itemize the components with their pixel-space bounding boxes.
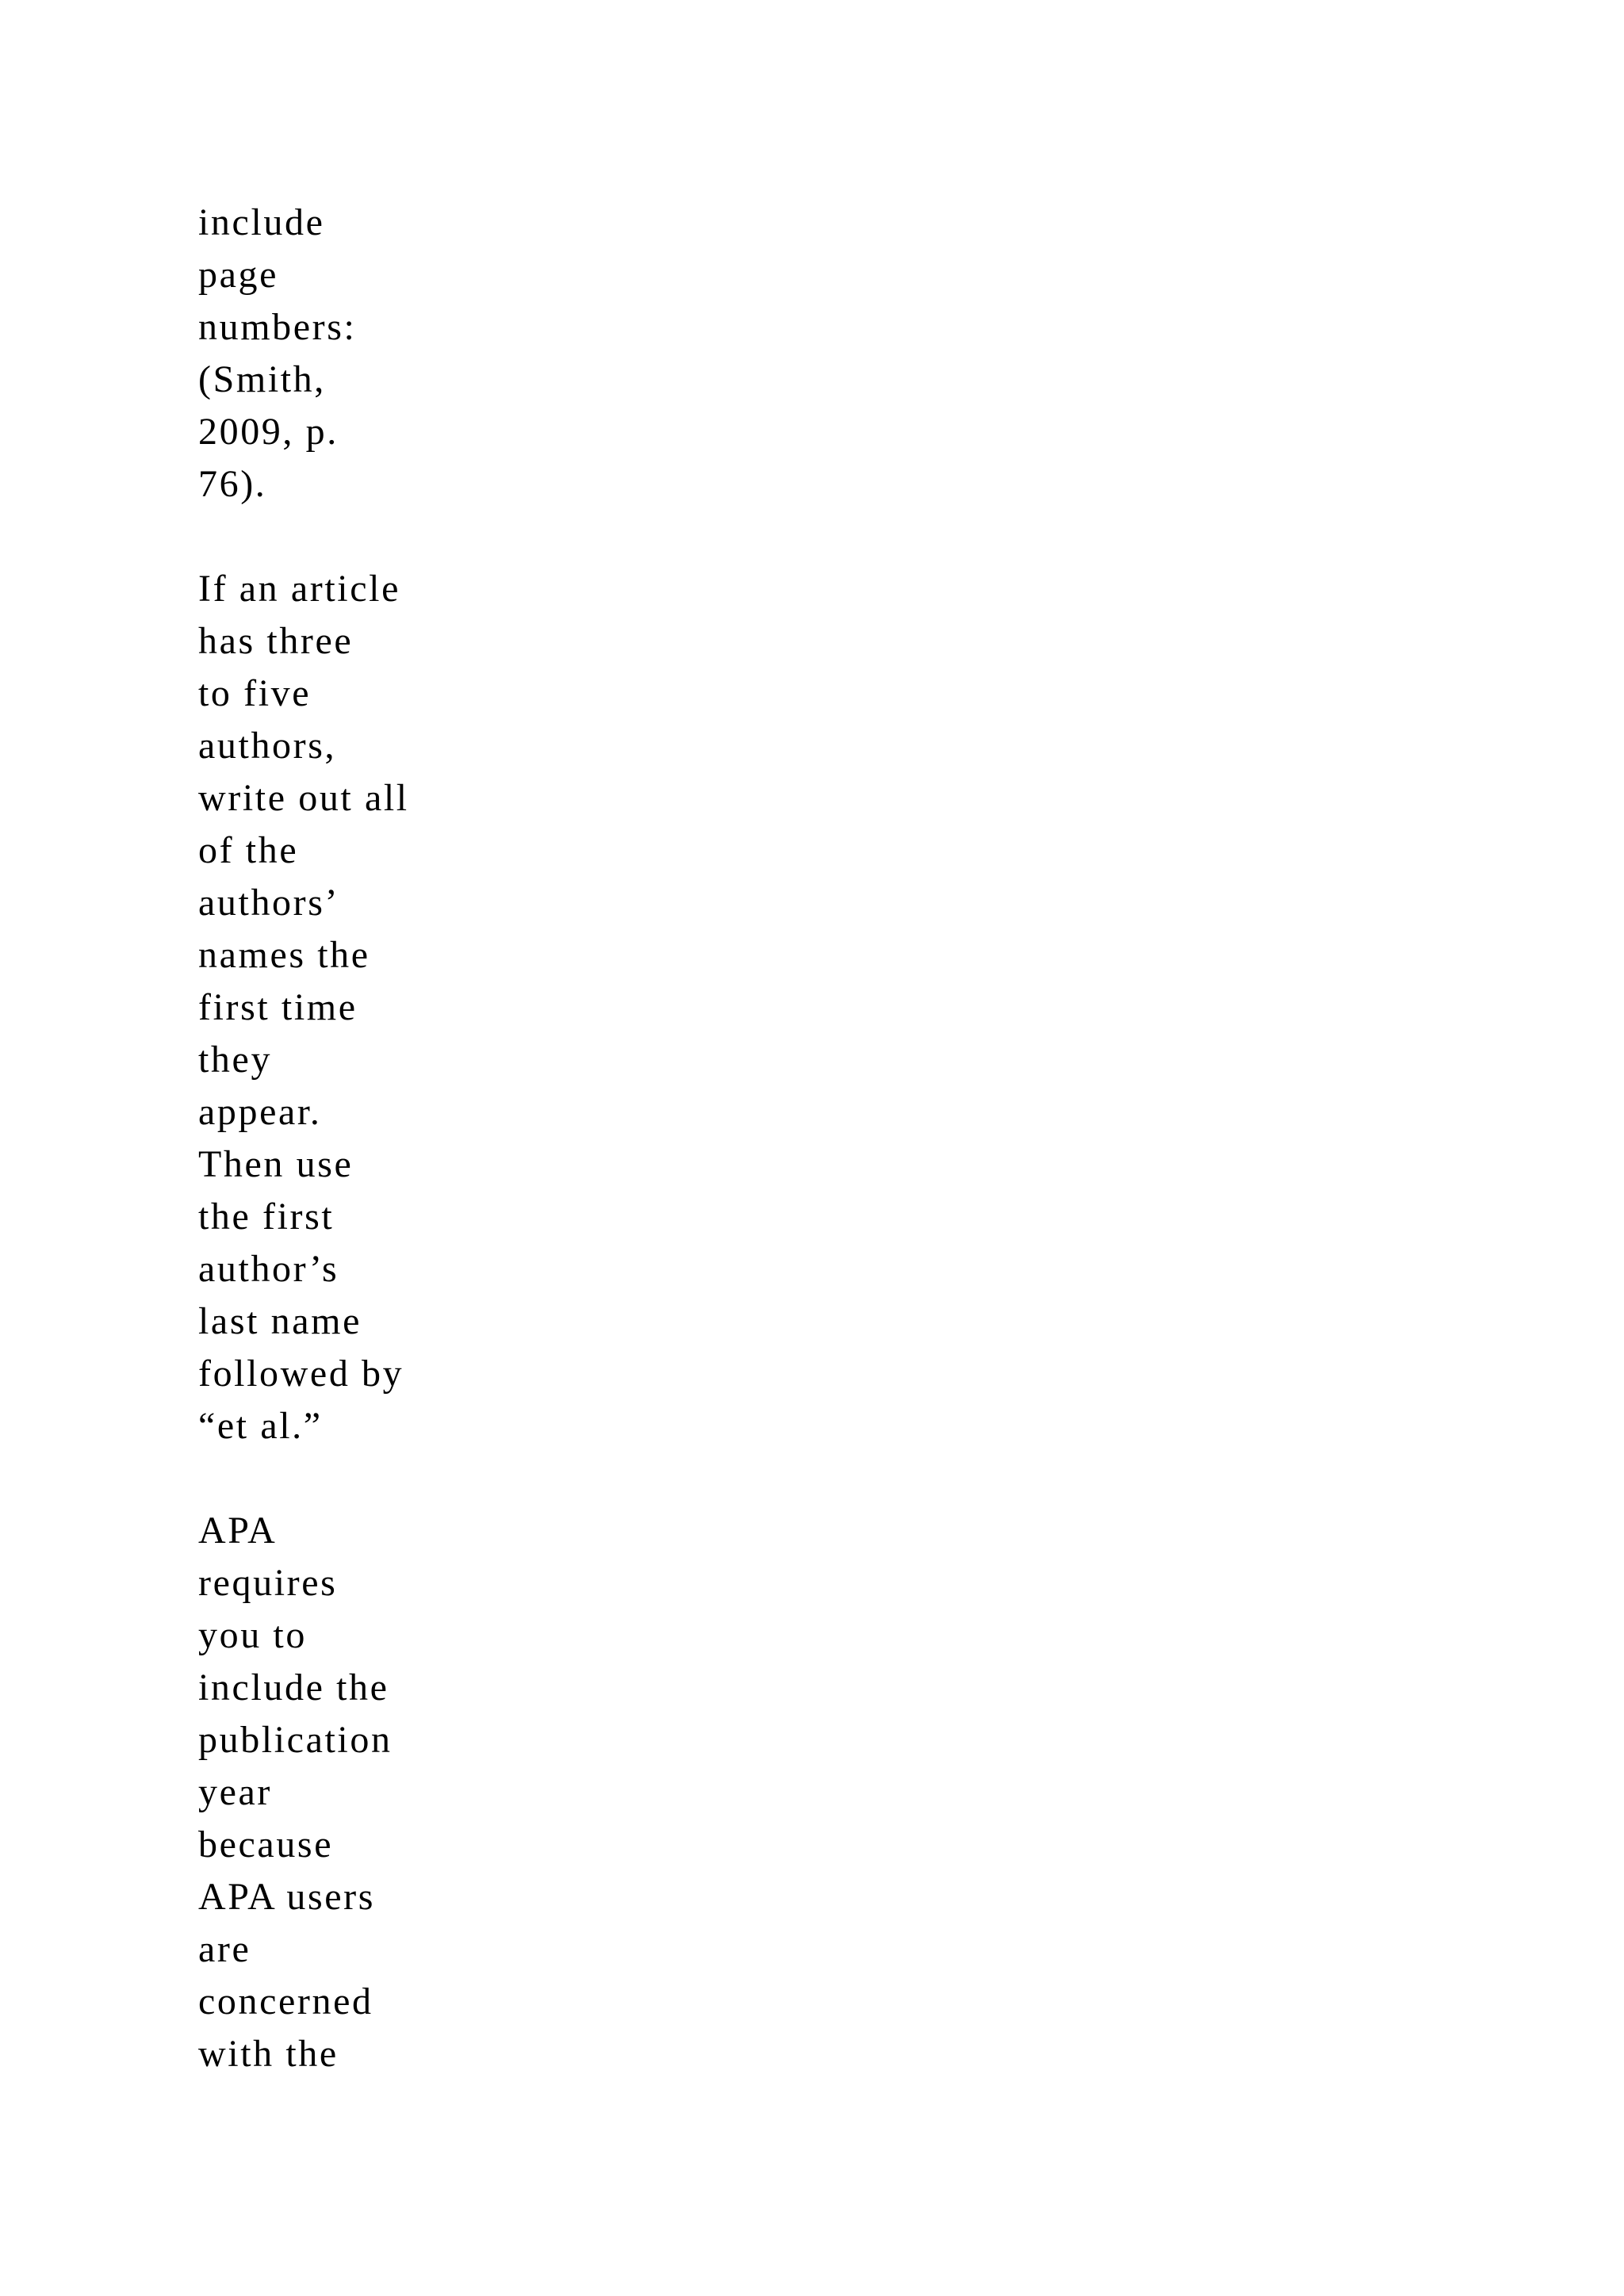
paragraph-apa-publication-year: [198, 1505, 674, 2080]
text-line: Then use: [198, 1143, 354, 1185]
text-line: has three: [198, 620, 354, 662]
paragraph-page-numbers: [198, 197, 674, 511]
text-line: author’s: [198, 1248, 339, 1290]
text-line: authors’: [198, 882, 340, 924]
text-line: last name: [198, 1300, 362, 1342]
text-line: of the: [198, 829, 299, 871]
text-line: first time: [198, 986, 358, 1028]
text-line: the first: [198, 1196, 335, 1238]
text-line: names the: [198, 934, 370, 976]
paragraph-three-to-five-authors: [198, 563, 674, 1452]
text-line: APA: [198, 1510, 278, 1552]
text-line: they: [198, 1039, 273, 1081]
text-line: with the: [198, 2033, 339, 2075]
text-line: appear.: [198, 1091, 322, 1133]
text-line: include the: [198, 1667, 389, 1709]
text-line: followed by: [198, 1353, 404, 1395]
text-line: numbers:: [198, 306, 357, 348]
text-line: (Smith,: [198, 358, 326, 400]
text-line: write out all: [198, 777, 409, 819]
text-line: 2009, p.: [198, 411, 339, 453]
text-line: to five: [198, 672, 312, 714]
text-line: because: [198, 1823, 334, 1866]
text-line: 76).: [198, 463, 267, 505]
text-line: page: [198, 254, 279, 296]
text-line: are: [198, 1928, 251, 1970]
text-line: include: [198, 201, 325, 243]
text-line: concerned: [198, 1980, 373, 2022]
text-line: authors,: [198, 725, 337, 767]
text-line: If an article: [198, 568, 400, 610]
text-line: APA users: [198, 1876, 376, 1918]
text-line: publication: [198, 1719, 393, 1761]
text-column: [198, 197, 674, 2080]
text-line: requires: [198, 1562, 338, 1604]
text-line: “et al.”: [198, 1405, 323, 1447]
text-line: you to: [198, 1614, 307, 1656]
text-line: year: [198, 1771, 272, 1813]
